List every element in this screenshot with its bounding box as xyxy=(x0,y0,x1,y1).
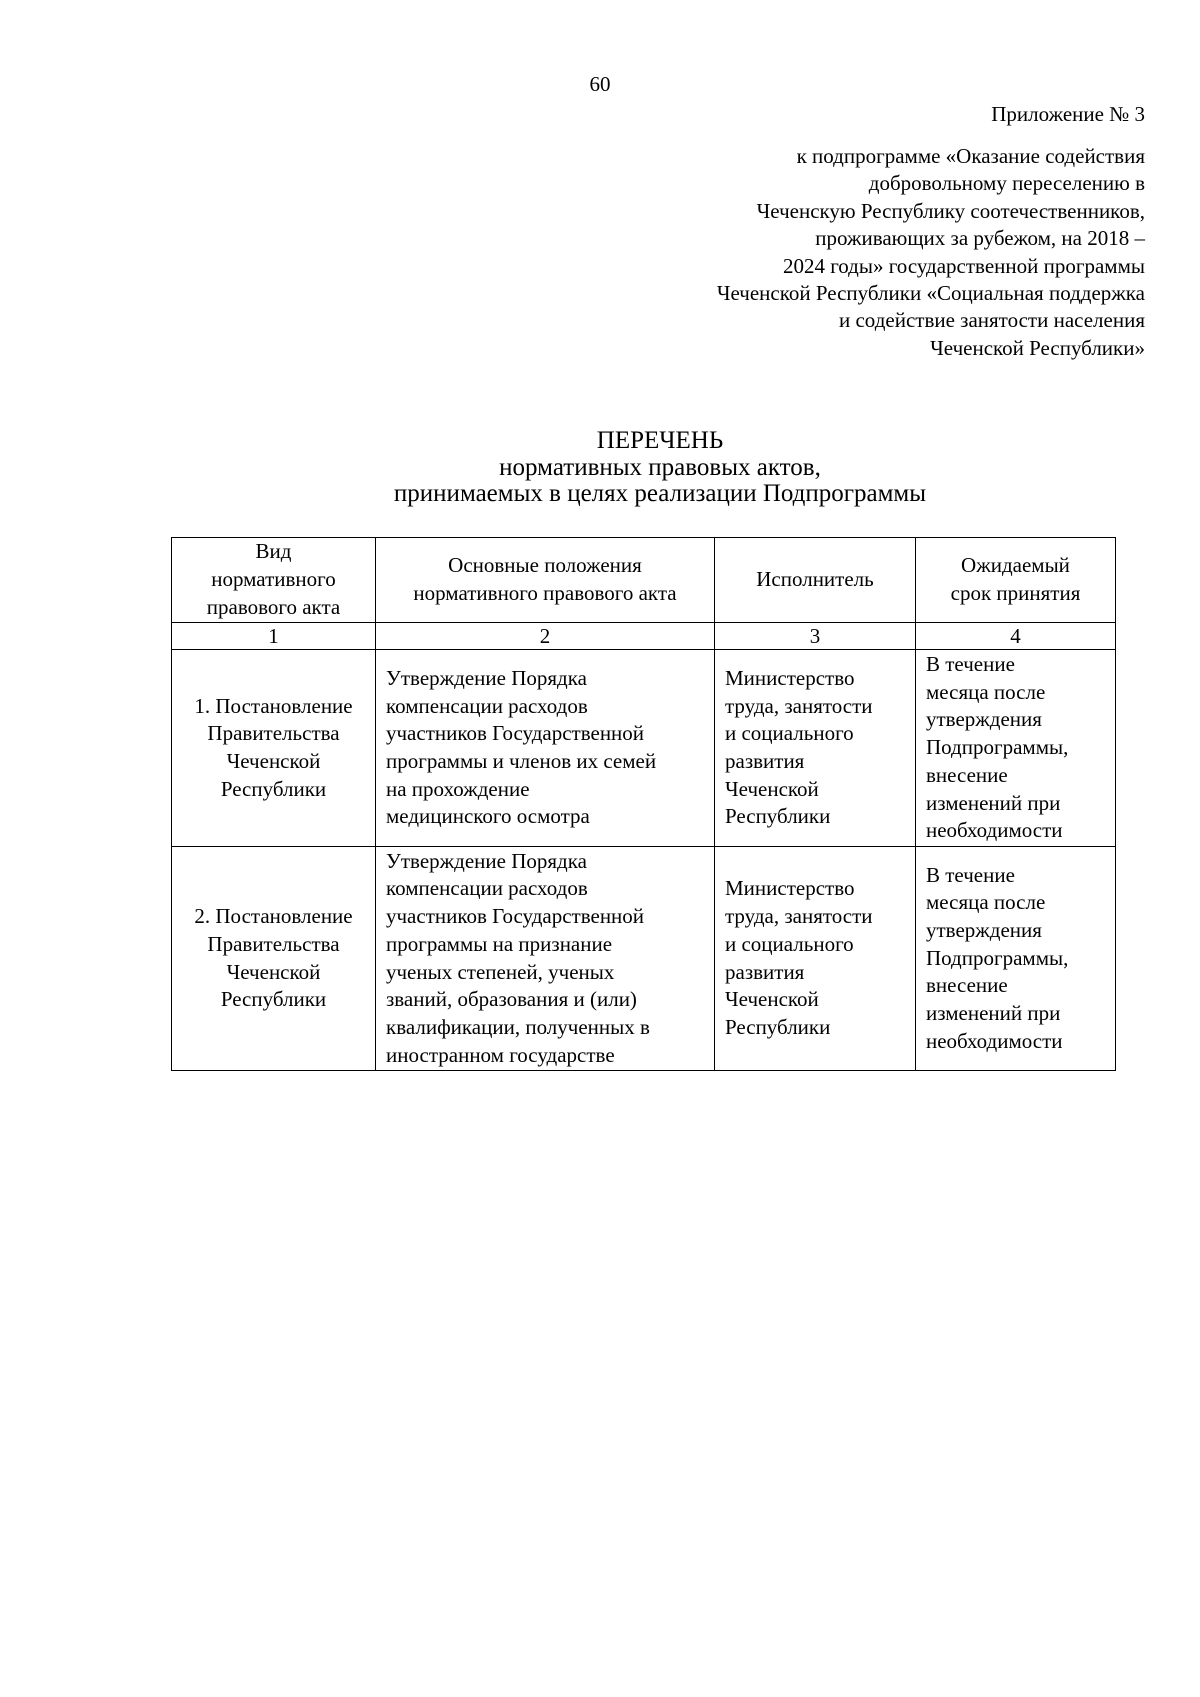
table-row xyxy=(172,650,1116,847)
column-number: 4 xyxy=(916,623,1116,650)
appendix-line: Чеченской Республики «Социальная поддержка xyxy=(716,281,1145,306)
table-header-row xyxy=(172,538,1116,623)
header-act-type: Вид нормативного правового акта xyxy=(172,538,376,623)
header-executor: Исполнитель xyxy=(715,538,916,623)
header-deadline: Ожидаемый срок принятия xyxy=(916,538,1116,623)
cell-executor: Министерство труда, занятости и социального развития Чеченской Республики xyxy=(715,847,916,1071)
document-heading xyxy=(0,428,1200,508)
cell-act-type: 2. Постановление Правительства Чеченской Республики xyxy=(172,847,376,1071)
appendix-line: Чеченскую Республику соотечественников, xyxy=(756,198,1145,223)
column-number: 3 xyxy=(715,623,916,650)
cell-executor: Министерство труда, занятости и социального развития Чеченской Республики xyxy=(715,650,916,847)
appendix-line: проживающих за рубежом, на 2018 – xyxy=(815,226,1145,251)
appendix-line: к подпрограмме «Оказание содействия xyxy=(796,144,1145,168)
appendix-line: и содействие занятости населения xyxy=(839,308,1145,333)
acts-table xyxy=(171,537,1116,1071)
column-number: 1 xyxy=(172,623,376,650)
document-subtitle-line: принимаемых в целях реализации Подпрограммы xyxy=(393,480,927,507)
cell-act-type: 1. Постановление Правительства Чеченской Республики xyxy=(172,650,376,847)
cell-provisions: Утверждение Порядка компенсации расходов участников Государственной программы и членов их семей на прохождение медицинского осмотра xyxy=(376,650,715,847)
appendix-title: Приложение № 3 xyxy=(991,102,1145,126)
appendix-line: 2024 годы» государственной программы xyxy=(782,253,1145,278)
cell-provisions: Утверждение Порядка компенсации расходов участников Государственной программы на признание ученых степеней, ученых званий, образования и (или) квалификации, полученных в иностранном государстве xyxy=(376,847,715,1071)
header-provisions: Основные положения нормативного правового акта xyxy=(376,538,715,623)
column-number: 2 xyxy=(376,623,715,650)
table-row xyxy=(172,847,1116,1071)
appendix-subtitle xyxy=(545,143,1145,362)
appendix-line: добровольному переселению в xyxy=(868,171,1145,196)
appendix-line: Чеченской Республики» xyxy=(930,335,1145,360)
document-subtitle-line: нормативных правовых актов, xyxy=(499,453,821,481)
document-title: ПЕРЕЧЕНЬ xyxy=(596,427,724,454)
table-column-numbers-row xyxy=(172,623,1116,650)
cell-deadline: В течение месяца после утверждения Подпрограммы, внесение изменений при необходимости xyxy=(916,650,1116,847)
page-number: 60 xyxy=(589,72,611,96)
cell-deadline: В течение месяца после утверждения Подпрограммы, внесение изменений при необходимости xyxy=(916,847,1116,1071)
